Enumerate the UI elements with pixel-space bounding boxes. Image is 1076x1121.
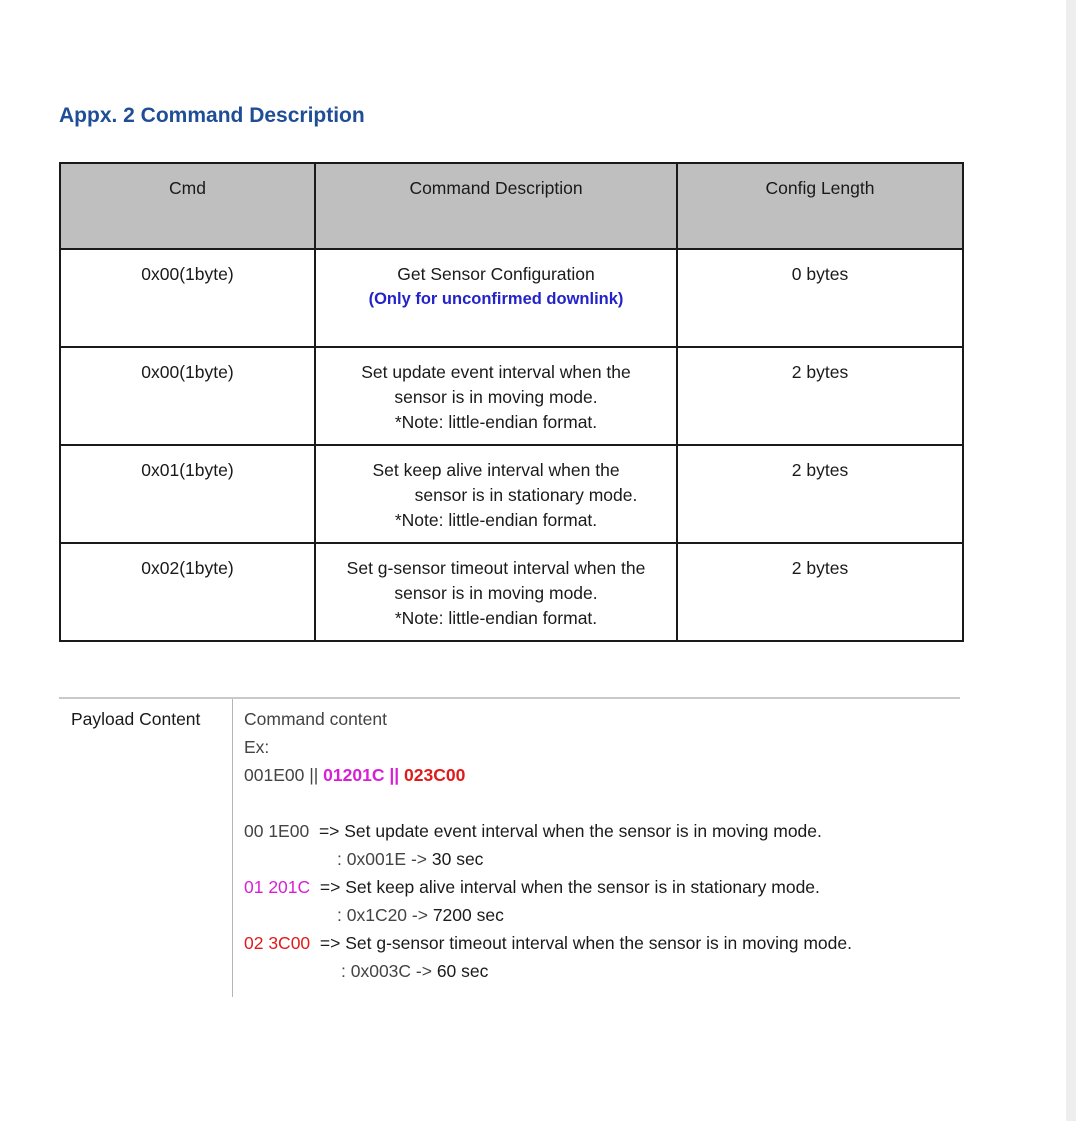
line-value: 7200 sec [432, 905, 504, 925]
cell-cmd: 0x00(1byte) [60, 347, 315, 445]
payload-line-3-value [341, 961, 488, 982]
table-header-row [60, 163, 963, 249]
cell-description [315, 543, 677, 641]
command-table [59, 162, 964, 642]
description-line: *Note: little-endian format. [394, 412, 598, 432]
payload-divider [232, 699, 233, 997]
line-hex: : 0x001E -> [337, 849, 427, 869]
description-line: Set keep alive interval when the [372, 460, 620, 480]
cell-length: 2 bytes [677, 445, 963, 543]
payload-line-2-value [337, 905, 504, 926]
cell-description [315, 249, 677, 347]
cell-cmd: 0x00(1byte) [60, 249, 315, 347]
example-separator: || [304, 765, 324, 785]
example-part-3: 023C00 [404, 765, 466, 785]
payload-line-2 [244, 877, 820, 898]
payload-title: Command content [244, 709, 387, 729]
payload-line-1 [244, 821, 822, 842]
table-row [60, 445, 963, 543]
example-part-1: 001E00 [244, 765, 305, 785]
description-line: sensor is in stationary mode. [414, 485, 638, 505]
header-cmd: Cmd [60, 163, 315, 249]
line-hex: : 0x1C20 -> [337, 905, 428, 925]
description-line: *Note: little-endian format. [394, 510, 598, 530]
description-line: Get Sensor Configuration [397, 264, 595, 284]
description-line: Set update event interval when the [361, 362, 631, 382]
cell-length: 2 bytes [677, 347, 963, 445]
line-text: => Set g-sensor timeout interval when the sensor is in moving mode. [319, 933, 852, 953]
payload-ex-label: Ex: [244, 737, 270, 757]
cell-length: 0 bytes [677, 249, 963, 347]
line-hex: : 0x003C -> [341, 961, 432, 981]
description-line: sensor is in moving mode. [394, 583, 598, 603]
line-text: => Set keep alive interval when the sensor is in stationary mode. [319, 877, 820, 897]
header-description: Command Description [315, 163, 677, 249]
description-line: sensor is in moving mode. [394, 387, 598, 407]
table-row [60, 347, 963, 445]
payload-line-3 [244, 933, 852, 954]
line-value: 60 sec [436, 961, 489, 981]
line-value: 30 sec [431, 849, 484, 869]
table-row [60, 249, 963, 347]
page-edge [1066, 0, 1076, 1121]
line-text: => Set update event interval when the sensor is in moving mode. [318, 821, 822, 841]
example-separator: || [384, 765, 405, 785]
cell-description [315, 445, 677, 543]
cell-cmd: 0x01(1byte) [60, 445, 315, 543]
description-note: (Only for unconfirmed downlink) [368, 290, 624, 308]
cell-description [315, 347, 677, 445]
line-code: 01 201C [244, 877, 311, 897]
payload-section [59, 697, 960, 999]
description-line: Set g-sensor timeout interval when the [346, 558, 646, 578]
description-line: *Note: little-endian format. [394, 608, 598, 628]
example-part-2: 01201C [323, 765, 385, 785]
table-row [60, 543, 963, 641]
header-config-length: Config Length [677, 163, 963, 249]
line-code: 00 1E00 [244, 821, 310, 841]
cell-cmd: 0x02(1byte) [60, 543, 315, 641]
line-code: 02 3C00 [244, 933, 311, 953]
payload-label: Payload Content [71, 709, 201, 729]
page-title: Appx. 2 Command Description [59, 104, 365, 127]
payload-example [244, 765, 465, 786]
payload-line-1-value [337, 849, 483, 870]
cell-length: 2 bytes [677, 543, 963, 641]
